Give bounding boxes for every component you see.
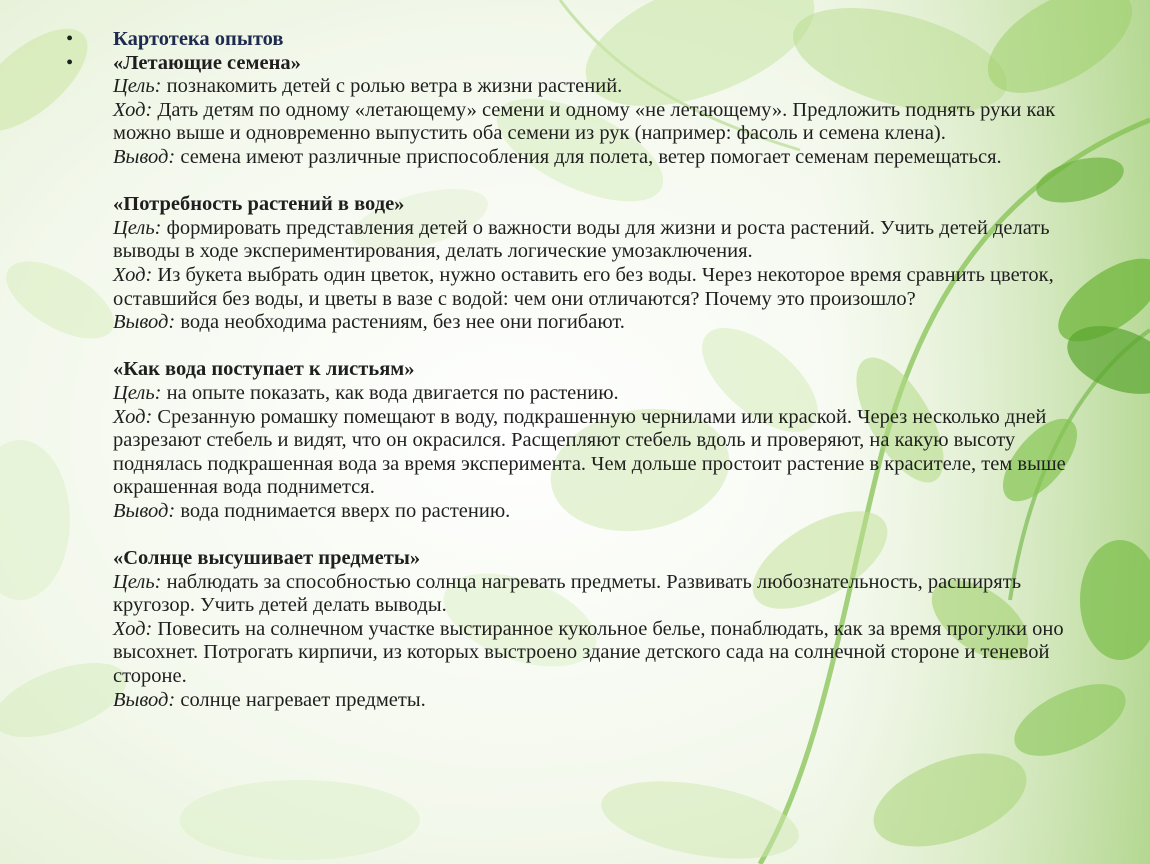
experiment-water-need [113,193,1086,335]
experiment-process [113,264,1086,311]
process-text: Из букета выбрать один цветок, нужно оставить его без воды. Через некоторое время сравнить цветок, оставшийся без воды, и цветы в вазе с водой: чем они отличаются? Почему это произошло? [113,263,1054,310]
process-label: Ход: [113,617,153,640]
experiment-title: «Потребность растений в воде» [113,193,405,216]
process-label: Ход: [113,405,153,428]
experiment-title: «Как вода поступает к листьям» [113,358,415,381]
experiment-process [113,99,1086,146]
process-label: Ход: [113,98,153,121]
experiment-goal [113,217,1086,264]
experiment-water-to-leaves [113,358,1086,523]
experiment-goal [113,382,1086,406]
experiment-process [113,618,1086,689]
experiment-result [113,500,1086,524]
experiments-list [66,52,1086,713]
result-label: Вывод: [113,311,176,334]
process-text: Срезанную ромашку помещают в воду, подкрашенную чернилами или краской. Через несколько дней разрезают стебель и видят, что он окрасился. Расщепляют стебель вдоль и проверяют, на какую высоту поднялась подкрашенная вода за время эксперимента. Чем дольше простоит растение в красителе, тем выше окрашенная вода поднимется. [113,405,1066,499]
experiment-flying-seeds [113,52,1086,170]
experiment-result [113,146,1086,170]
page-title: Картотека опытов [113,28,284,50]
goal-text: формировать представления детей о важности воды для жизни и роста растений. Учить детей делать выводы в ходе экспериментирования, делать логические умозаключения. [113,216,1050,263]
result-label: Вывод: [113,499,176,522]
experiments-card-file [66,28,1086,712]
experiment-goal [113,571,1086,618]
goal-label: Цель: [113,75,162,98]
title-row [66,28,1086,52]
goal-label: Цель: [113,570,162,593]
result-text: вода поднимается вверх по растению. [175,499,511,522]
experiment-result [113,689,1086,713]
goal-text: познакомить детей с ролью ветра в жизни растений. [161,75,623,98]
result-text: вода необходима растениям, без нее они погибают. [175,311,625,334]
process-text: Повесить на солнечном участке выстиранное кукольное белье, понаблюдать, как за время прогулки оно высохнет. Потрогать кирпичи, из которых выстроено здание детского сада на солнечной стороне и теневой стороне. [113,617,1064,688]
experiment-goal [113,75,1086,99]
experiment-sun-dries [113,547,1086,712]
goal-label: Цель: [113,216,162,239]
result-label: Вывод: [113,688,176,711]
bullet-dot: • [66,28,74,50]
experiment-title: «Солнце высушивает предметы» [113,547,421,570]
experiment-result [113,311,1086,335]
result-label: Вывод: [113,145,176,168]
process-label: Ход: [113,263,153,286]
experiment-process [113,406,1086,500]
result-text: семена имеют различные приспособления для полета, ветер помогает семенам перемещаться. [175,145,1002,168]
goal-label: Цель: [113,381,162,404]
goal-text: на опыте показать, как вода двигается по растению. [161,381,619,404]
goal-text: наблюдать за способностью солнца нагревать предметы. Развивать любознательность, расширять кругозор. Учить детей делать выводы. [113,570,1022,617]
bullet-dot: • [66,51,74,74]
process-text: Дать детям по одному «летающему» семени и одному «не летающему». Предложить поднять руки как можно выше и одновременно выпустить оба семени из рук (например: фасоль и семена клена). [113,98,1056,145]
result-text: солнце нагревает предметы. [175,688,426,711]
experiment-title: «Летающие семена» [113,51,301,74]
